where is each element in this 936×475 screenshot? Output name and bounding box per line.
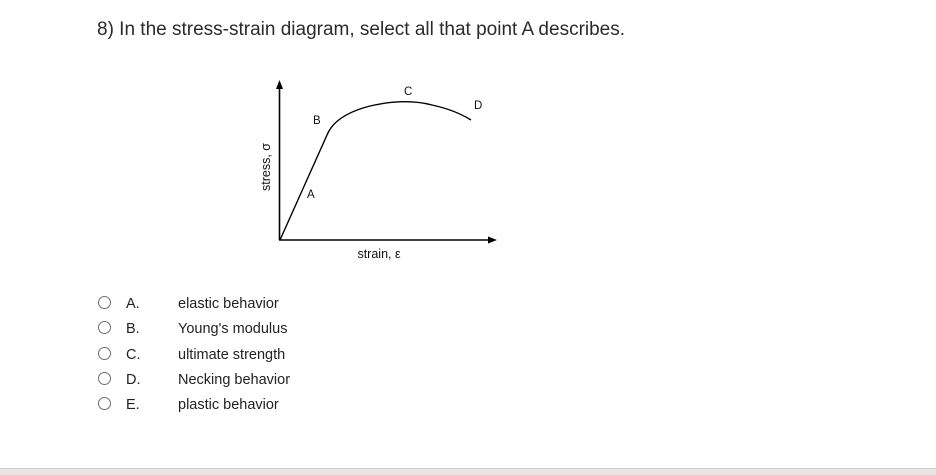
choice-text: ultimate strength xyxy=(178,346,286,363)
point-label-c: C xyxy=(404,86,413,98)
radio-button[interactable] xyxy=(98,296,111,309)
x-axis-label: strain, ε xyxy=(357,247,401,261)
choice-b[interactable] xyxy=(96,317,496,342)
choice-c[interactable] xyxy=(96,343,496,368)
choice-letter: A. xyxy=(126,296,140,312)
choice-a[interactable] xyxy=(96,292,496,317)
answer-choices xyxy=(96,292,496,418)
question-title: 8) In the stress-strain diagram, select all that point A describes. xyxy=(97,19,626,40)
choice-text: Necking behavior xyxy=(178,371,291,388)
radio-button[interactable] xyxy=(98,372,111,385)
choice-letter: C. xyxy=(126,346,141,363)
choice-text: plastic behavior xyxy=(178,397,279,414)
y-axis-label: stress, σ xyxy=(259,143,273,191)
choice-d[interactable] xyxy=(96,368,496,393)
choice-letter: D. xyxy=(126,371,141,388)
point-label-b: B xyxy=(313,115,321,127)
y-axis-arrow xyxy=(276,80,283,89)
x-axis-arrow xyxy=(488,237,497,244)
radio-button[interactable] xyxy=(98,347,111,360)
point-label-a: A xyxy=(307,189,315,201)
choice-letter: B. xyxy=(126,321,140,338)
choice-e[interactable] xyxy=(96,393,496,418)
bottom-bar xyxy=(0,468,936,475)
stress-strain-curve xyxy=(280,102,471,240)
radio-button[interactable] xyxy=(98,397,111,410)
point-label-d: D xyxy=(474,100,483,112)
choice-letter: E. xyxy=(126,397,140,414)
radio-button[interactable] xyxy=(98,321,111,334)
choice-text: elastic behavior xyxy=(178,296,279,312)
choice-text: Young's modulus xyxy=(178,321,288,338)
